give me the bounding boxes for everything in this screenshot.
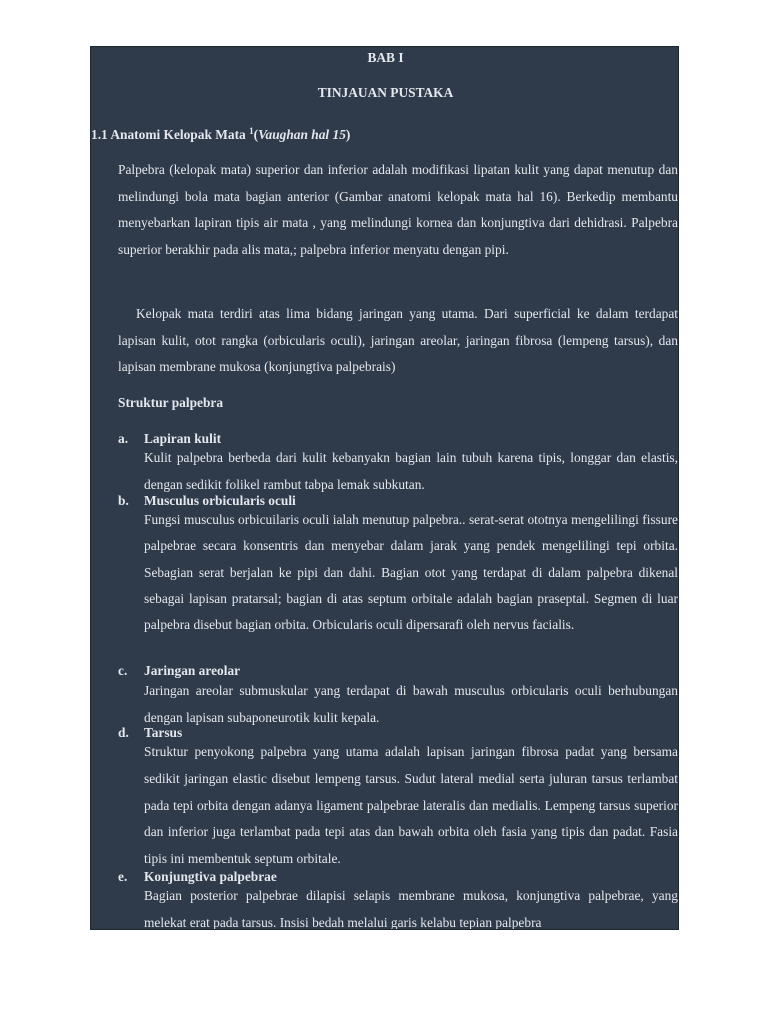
- paragraph-1: Palpebra (kelopak mata) superior dan inferior adalah modifikasi lipatan kulit yang dapat menutup dan melindungi bola mata bagian anterior (Gambar anatomi kelopak mata hal 16). Berkedip membantu menyebarkan lapiran tipis air mata , yang melindungi kornea dan konjungtiva dari dehidrasi. Palpebra superior berakhir pada alis mata,; palpebra inferior menyatu dengan pipi.: [118, 162, 678, 257]
- list-item-a-text: Kulit palpebra berbeda dari kulit kebanyakn bagian lain tubuh karena tipis, longgar dan elastis, dengan sedikit folikel rambut tabpa lemak subkutan.: [144, 450, 678, 492]
- list-item-a-title: Lapiran kulit: [144, 431, 222, 446]
- list-item-c-letter: c.: [118, 663, 128, 678]
- section-reference: Vaughan hal 15: [258, 127, 346, 142]
- paragraph-2: Kelopak mata terdiri atas lima bidang jaringan yang utama. Dari superficial ke dalam terdapat lapisan kulit, otot rangka (orbicularis oculi), jaringan areolar, jaringan fibrosa (lempeng tarsus), dan lapisan membrane mukosa (konjungtiva palpebrais): [118, 306, 678, 374]
- section-heading: [91, 123, 350, 143]
- list-item-b-letter: b.: [118, 493, 129, 508]
- section-close-paren: ): [345, 127, 351, 142]
- list-item-d-letter: d.: [118, 725, 129, 740]
- chapter-title: TINJAUAN PUSTAKA: [317, 85, 454, 100]
- section-number-title: 1.1 Anatomi Kelopak Mata: [91, 127, 250, 142]
- section-open-paren: (: [253, 127, 259, 142]
- list-item-d-text: Struktur penyokong palpebra yang utama adalah lapisan jaringan fibrosa padat yang bersama sedikit jaringan elastic disebut lempeng tarsus. Sudut lateral medial serta juluran tarsus terlambat pada tepi orbita dengan adanya ligament palpebrae lateralis dan medialis. Lempeng tarsus superior dan inferior juga terlambat pada tepi atas dan bawah orbita oleh fasia yang tipis dan padat. Fasia tipis ini membentuk septum orbitale.: [144, 744, 678, 867]
- structure-heading: Struktur palpebra: [118, 395, 224, 410]
- list-item-d-title: Tarsus: [144, 725, 183, 740]
- list-item-e-text: Bagian posterior palpebrae dilapisi selapis membrane mukosa, konjungtiva palpebrae, yang melekat erat pada tarsus. Insisi bedah melalui garis kelabu tepian palpebra: [144, 888, 678, 930]
- list-item-e-letter: e.: [118, 869, 128, 884]
- document-page: [90, 46, 679, 930]
- list-item-e-title: Konjungtiva palpebrae: [144, 869, 277, 884]
- chapter-number: BAB I: [367, 50, 404, 65]
- list-item-b-text: Fungsi musculus orbicuilaris oculi ialah menutup palpebra.. serat-serat ototnya mengelilingi fissure palpebrae secara konsentris dan menyebar dalam jarak yang pendek mengelilingi tepi orbita. Sebagian serat berjalan ke pipi dan dahi. Bagian otot yang terdapat di dalam palpebra dikenal sebagai lapisan pratarsal; bagian di atas septum orbitale adalah bagian praseptal. Segmen di luar palpebra disebut bagian orbita. Orbicularis oculi dipersarafi oleh nervus facialis.: [144, 512, 678, 633]
- list-item-b-title: Musculus orbicularis oculi: [144, 493, 296, 508]
- list-item-c-text: Jaringan areolar submuskular yang terdapat di bawah musculus orbicularis oculi berhubungan dengan lapisan subaponeurotik kulit kepala.: [144, 683, 678, 725]
- list-item-a-letter: a.: [118, 431, 129, 446]
- section-footnote-ref: 1: [249, 126, 254, 136]
- list-item-c-title: Jaringan areolar: [144, 663, 241, 678]
